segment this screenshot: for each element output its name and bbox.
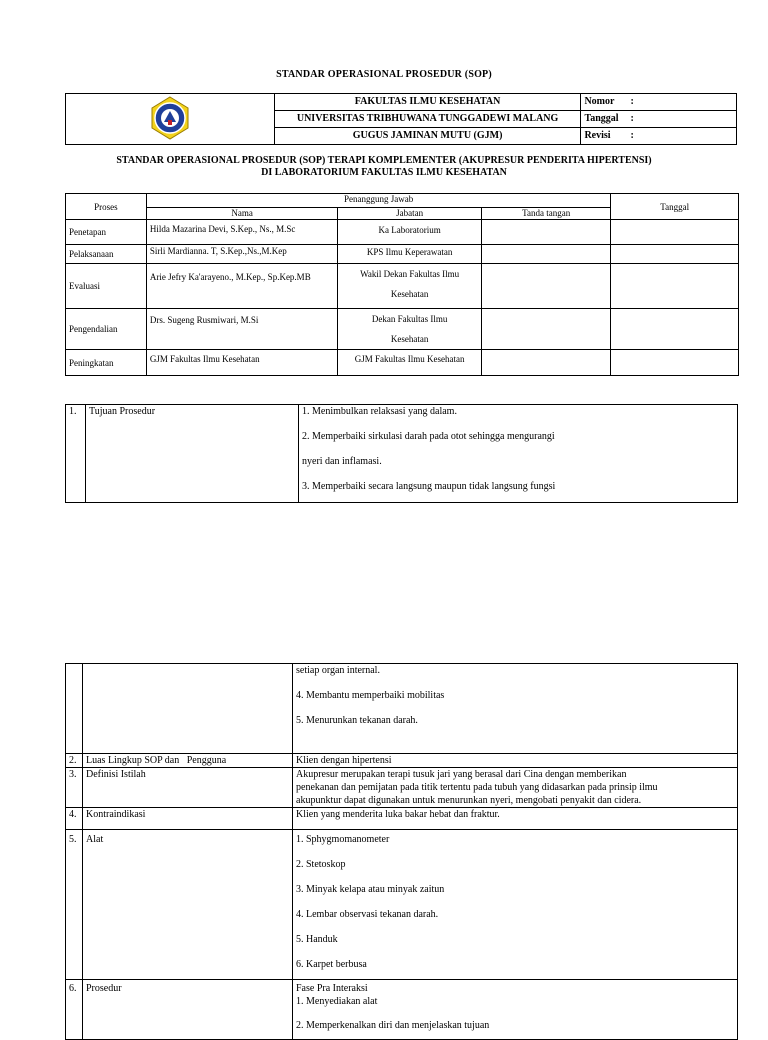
list-item: 1. Menimbulkan relaksasi yang dalam. <box>302 406 457 417</box>
jabatan-line: Wakil Dekan Fakultas Ilmu <box>360 269 460 279</box>
row-label: Kontraindikasi <box>83 808 293 830</box>
row-content <box>293 768 738 808</box>
jabatan-line: Kesehatan <box>390 289 429 299</box>
row-tanda-tangan <box>481 309 611 350</box>
table-row <box>66 830 738 980</box>
row-number: 6. <box>66 980 83 1040</box>
procedure-table-page1 <box>65 404 738 503</box>
list-item: 3. Minyak kelapa atau minyak zaitun <box>296 884 445 895</box>
list-item: 1. Menyediakan alat <box>296 996 378 1007</box>
definition-line: penekanan dan pemijatan pada titik tertentu pada tubuh yang didasarkan pada prinsip ilmu <box>296 782 658 793</box>
row-jabatan <box>338 264 482 309</box>
unit-name: GUGUS JAMINAN MUTU (GJM) <box>274 128 581 145</box>
row-label <box>83 664 293 754</box>
row-proses: Evaluasi <box>66 264 147 309</box>
jabatan-line: Ka Laboratorium <box>378 225 441 235</box>
table-row <box>66 808 738 830</box>
table-row <box>66 980 738 1040</box>
row-number: 4. <box>66 808 83 830</box>
row-tanggal <box>611 350 739 376</box>
row-tanggal <box>611 264 739 309</box>
list-item: 3. Memperbaiki secara langsung maupun tidak langsung fungsi <box>302 481 556 492</box>
table-row <box>66 220 739 245</box>
meta-sep: : <box>630 130 634 141</box>
row-nama: GJM Fakultas Ilmu Kesehatan <box>146 350 337 376</box>
row-content: Klien dengan hipertensi <box>293 754 738 768</box>
row-label: Definisi Istilah <box>83 768 293 808</box>
procedure-phase: Fase Pra Interaksi <box>296 983 368 994</box>
row-content <box>293 830 738 980</box>
table-row <box>66 309 739 350</box>
table-row <box>66 754 738 768</box>
list-item: 5. Handuk <box>296 934 338 945</box>
meta-label: Revisi <box>584 130 611 141</box>
col-nama: Nama <box>146 208 337 220</box>
university-name: UNIVERSITAS TRIBHUWANA TUNGGADEWI MALANG <box>274 111 581 128</box>
row-proses: Peningkatan <box>66 350 147 376</box>
row-jabatan <box>338 220 482 245</box>
responsibility-table <box>65 193 739 376</box>
list-item: 2. Memperkenalkan diri dan menjelaskan tujuan <box>296 1020 490 1031</box>
col-tanda-tangan: Tanda tangan <box>481 208 611 220</box>
row-label: Tujuan Prosedur <box>86 405 299 503</box>
document-title: STANDAR OPERASIONAL PROSEDUR (SOP) <box>276 69 492 80</box>
row-jabatan <box>338 309 482 350</box>
list-item: 6. Karpet berbusa <box>296 959 367 970</box>
list-item: 4. Lembar observasi tekanan darah. <box>296 909 439 920</box>
definition-line: akupunktur dapat digunakan untuk menurunkan nyeri, mengobati penyakit dan cidera. <box>296 795 642 806</box>
meta-label: Nomor <box>584 96 615 107</box>
row-nama: Hilda Mazarina Devi, S.Kep., Ns., M.Sc <box>146 220 337 245</box>
row-label: Luas Lingkup SOP dan Pengguna <box>83 754 293 768</box>
col-proses: Proses <box>66 194 147 220</box>
sop-heading-line2: DI LABORATORIUM FAKULTAS ILMU KESEHATAN <box>261 167 507 178</box>
row-nama: Drs. Sugeng Rusmiwari, M.Si <box>146 309 337 350</box>
col-penanggung-jawab: Penanggung Jawab <box>146 194 611 208</box>
faculty-name: FAKULTAS ILMU KESEHATAN <box>274 94 581 111</box>
row-nama: Sirli Mardianna. T, S.Kep.,Ns.,M.Kep <box>146 245 337 264</box>
list-item: nyeri dan inflamasi. <box>302 456 382 467</box>
row-number: 1. <box>66 405 86 503</box>
table-row <box>66 405 738 503</box>
table-row <box>66 245 739 264</box>
university-seal-icon <box>148 96 192 140</box>
row-label: Alat <box>83 830 293 980</box>
table-row <box>66 664 738 754</box>
list-item: 2. Stetoskop <box>296 859 346 870</box>
jabatan-line: KPS Ilmu Keperawatan <box>366 247 453 257</box>
sop-heading <box>0 155 768 179</box>
row-jabatan <box>338 350 482 376</box>
procedure-table-page2 <box>65 663 738 1040</box>
list-item: 1. Sphygmomanometer <box>296 834 390 845</box>
row-nama: Arie Jefry Ka'arayeno., M.Kep., Sp.Kep.MB <box>146 264 337 309</box>
table-row <box>66 264 739 309</box>
header-table <box>65 93 737 145</box>
table-row <box>66 350 739 376</box>
row-number: 2. <box>66 754 83 768</box>
row-content <box>299 405 738 503</box>
row-tanda-tangan <box>481 220 611 245</box>
jabatan-line: Kesehatan <box>390 334 429 344</box>
row-jabatan <box>338 245 482 264</box>
jabatan-line: Dekan Fakultas Ilmu <box>371 314 448 324</box>
list-item: setiap organ internal. <box>296 665 380 676</box>
meta-sep: : <box>630 113 634 124</box>
row-tanggal <box>611 245 739 264</box>
meta-nomor <box>581 94 737 111</box>
meta-label: Tanggal <box>584 113 619 124</box>
row-number <box>66 664 83 754</box>
row-proses: Pengendalian <box>66 309 147 350</box>
sop-heading-line1: STANDAR OPERASIONAL PROSEDUR (SOP) TERAPI KOMPLEMENTER (AKUPRESUR PENDERITA HIPERTENSI) <box>116 155 652 166</box>
row-tanggal <box>611 309 739 350</box>
col-tanggal: Tanggal <box>611 194 739 220</box>
row-tanda-tangan <box>481 350 611 376</box>
row-tanda-tangan <box>481 264 611 309</box>
meta-sep: : <box>630 96 634 107</box>
row-number: 3. <box>66 768 83 808</box>
meta-revisi <box>581 128 737 145</box>
jabatan-line: GJM Fakultas Ilmu Kesehatan <box>354 354 465 364</box>
row-content <box>293 980 738 1040</box>
row-content: Klien yang menderita luka bakar hebat dan fraktur. <box>293 808 738 830</box>
row-proses: Pelaksanaan <box>66 245 147 264</box>
row-tanggal <box>611 220 739 245</box>
list-item: 4. Membantu memperbaiki mobilitas <box>296 690 445 701</box>
definition-line: Akupresur merupakan terapi tusuk jari yang berasal dari Cina dengan memberikan <box>296 769 627 780</box>
row-label: Prosedur <box>83 980 293 1040</box>
list-item: 2. Memperbaiki sirkulasi darah pada otot sehingga mengurangi <box>302 431 555 442</box>
logo-cell <box>66 94 275 145</box>
table-row <box>66 768 738 808</box>
list-item: 5. Menurunkan tekanan darah. <box>296 715 418 726</box>
meta-tanggal <box>581 111 737 128</box>
col-jabatan: Jabatan <box>338 208 482 220</box>
row-number: 5. <box>66 830 83 980</box>
row-tanda-tangan <box>481 245 611 264</box>
row-proses: Penetapan <box>66 220 147 245</box>
row-content <box>293 664 738 754</box>
